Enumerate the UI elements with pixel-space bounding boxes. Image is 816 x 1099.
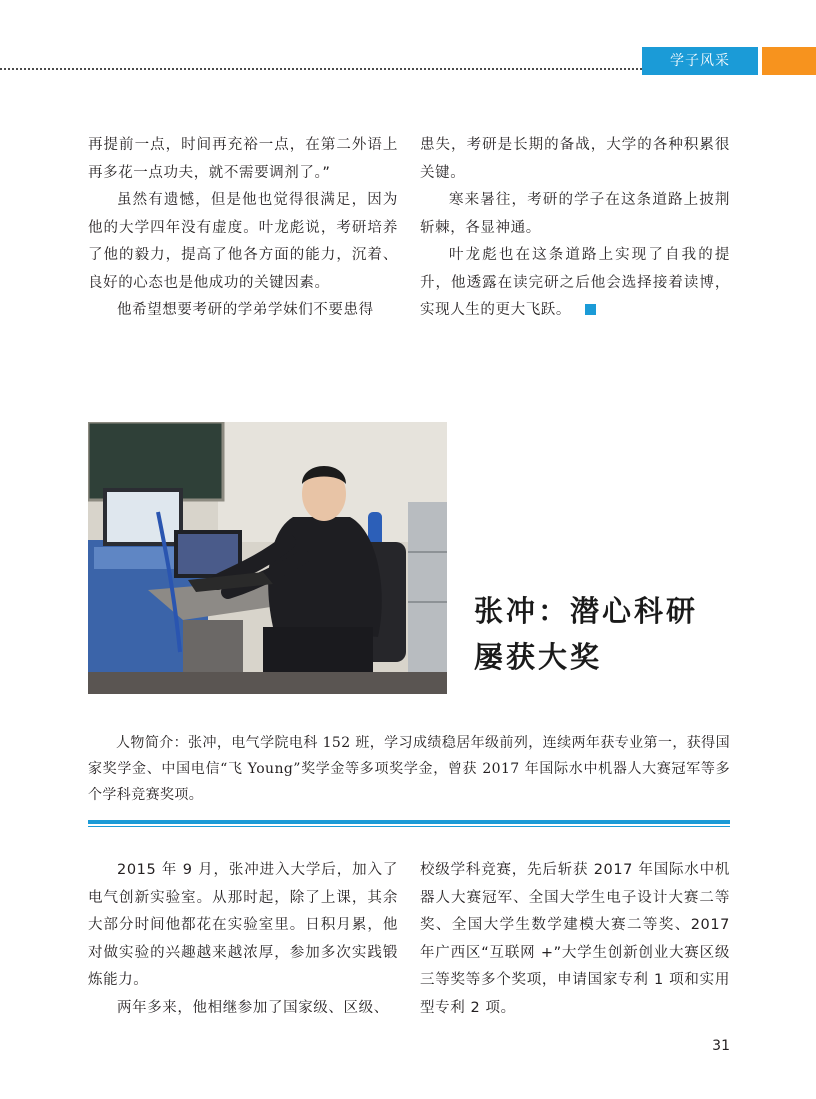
paragraph: 虽然有遗憾，但是他也觉得很满足，因为他的大学四年没有虚度。叶龙彪说，考研培养了他的毅力，提高了他各方面的能力，沉着、良好的心态也是他成功的关键因素。: [88, 192, 398, 291]
paragraph-text: 叶龙彪也在这条道路上实现了自我的提升，他透露在读完研之后他会选择接着读博，实现人生的更大飞跃。: [420, 247, 730, 318]
header-dotted-rule: [0, 68, 642, 70]
section-divider-thick: [88, 820, 730, 824]
page-number: 31: [712, 1038, 730, 1054]
profile-intro: [88, 730, 730, 808]
section-accent-block: [762, 47, 816, 75]
bottom-article-right-column: [420, 857, 730, 1022]
bottom-article-left-column: [88, 857, 398, 1022]
top-article-right-column: [420, 132, 730, 325]
article-end-mark: [585, 304, 596, 315]
section-label: 学子风采: [642, 47, 758, 75]
paragraph: 他希望想要考研的学弟学妹们不要患得: [117, 302, 374, 318]
student-at-lab-computer-photo: [88, 422, 447, 694]
paragraph: 校级学科竞赛，先后斩获 2017 年国际水中机器人大赛冠军、全国大学生电子设计大赛二等奖、全国大学生数学建模大赛二等奖、2017 年广西区“互联网 +”大学生创新创业大赛区级三等奖等多个奖项，申请国家专利 1 项和实用型专利 2 项。: [420, 862, 730, 1016]
feature-headline: [474, 588, 774, 680]
headline-line-2: 屡获大奖: [474, 640, 603, 674]
paragraph: 寒来暑往，考研的学子在这条道路上披荆斩棘，各显神通。: [420, 192, 730, 236]
student-photo: [88, 422, 447, 694]
paragraph: 两年多来，他相继参加了国家级、区级、: [117, 999, 389, 1016]
paragraph: 2015 年 9 月，张冲进入大学后，加入了电气创新实验室。从那时起，除了上课，其余大部分时间他都花在实验室里。日积月累，他对做实验的兴趣越来越浓厚，参加多次实践锻炼能力。: [88, 862, 398, 988]
top-article-left-column: [88, 132, 398, 325]
profile-text: 人物简介：张冲，电气学院电科 152 班，学习成绩稳居年级前列，连续两年获专业第一，获得国家奖学金、中国电信“飞 Young”奖学金等多项奖学金，曾获 2017 年国际水中机器人大赛冠军等多个学科竞赛奖项。: [88, 735, 730, 803]
section-divider-thin: [88, 826, 730, 827]
paragraph: 再提前一点，时间再充裕一点，在第二外语上再多花一点功夫，就不需要调剂了。”: [88, 137, 398, 181]
paragraph-with-end-mark: [420, 242, 730, 325]
paragraph: 患失，考研是长期的备战，大学的各种积累很关键。: [420, 137, 730, 181]
headline-line-1: 张冲：潜心科研: [474, 594, 699, 628]
